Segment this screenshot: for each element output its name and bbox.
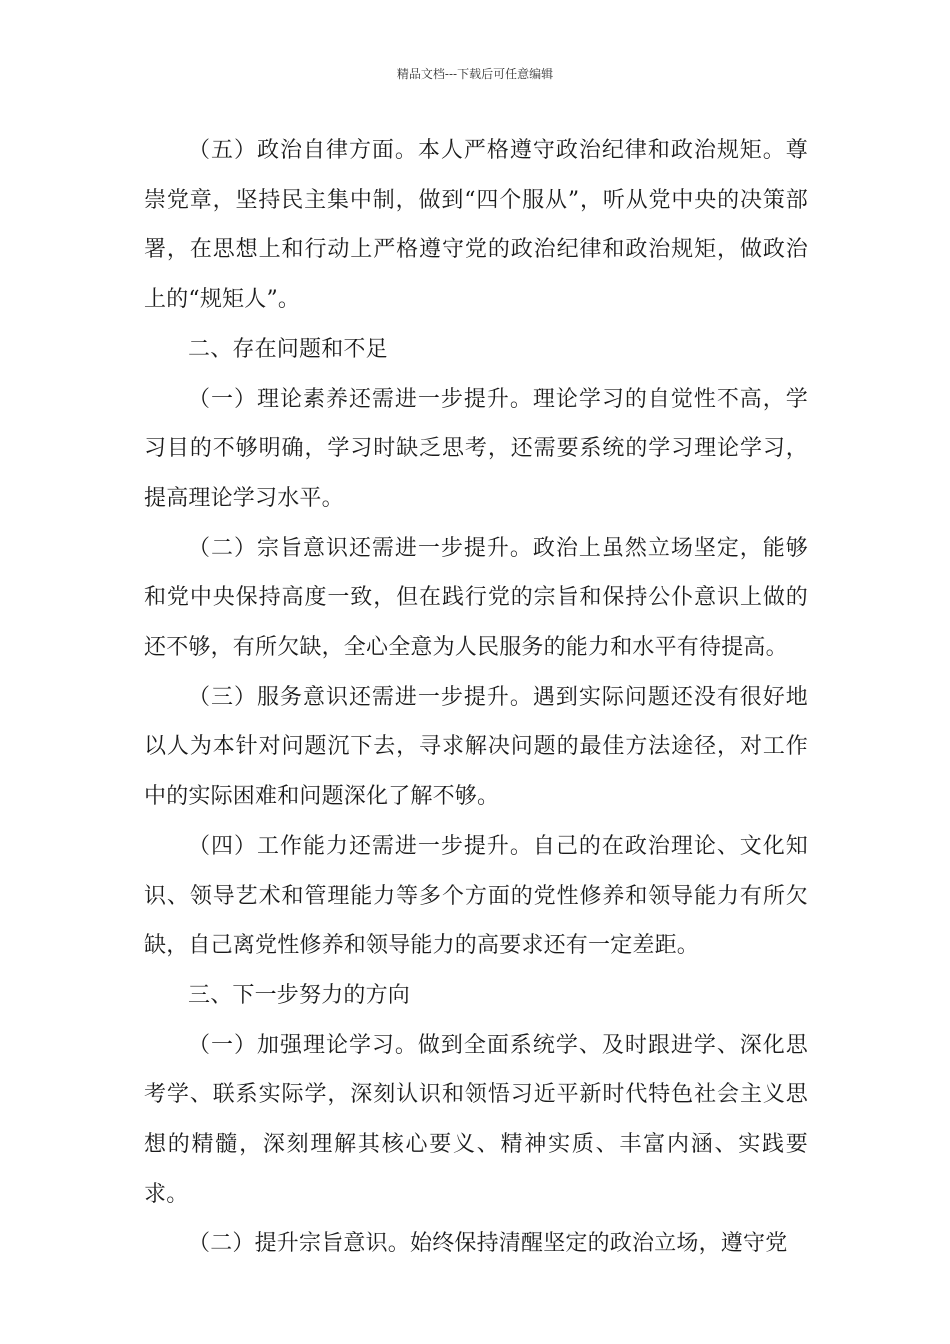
document-body <box>144 126 808 1269</box>
paragraph-service-awareness: （三）服务意识还需进一步提升。遇到实际问题还没有很好地以人为本针对问题沉下去，寻求解决问题的最佳方法途径，对工作中的实际困难和问题深化了解不够。 <box>144 684 808 810</box>
page-header: 精品文档---下载后可任意编辑 <box>396 67 554 81</box>
paragraph-strengthen-theory: （一）加强理论学习。做到全面系统学、及时跟进学、深化思考学、联系实际学，深刻认识和领悟习近平新时代特色社会主义思想的精髓，深刻理解其核心要义、精神实质、丰富内涵、实践要求。 <box>144 1032 808 1207</box>
section-heading-next-steps: 三、下一步努力的方向 <box>188 982 411 1008</box>
paragraph-improve-purpose: （二）提升宗旨意识。始终保持清醒坚定的政治立场，遵守党 <box>188 1231 788 1257</box>
section-heading-problems: 二、存在问题和不足 <box>188 336 388 362</box>
paragraph-political-discipline: （五）政治自律方面。本人严格遵守政治纪律和政治规矩。尊崇党章，坚持民主集中制，做到“四个服从”，听从党中央的决策部署，在思想上和行动上严格遵守党的政治纪律和政治规矩，做政治上的“规矩人”。 <box>144 138 808 313</box>
paragraph-work-ability: （四）工作能力还需进一步提升。自己的在政治理论、文化知识、领导艺术和管理能力等多个方面的党性修养和领导能力有所欠缺，自己离党性修养和领导能力的高要求还有一定差距。 <box>144 833 808 959</box>
paragraph-purpose-awareness: （二）宗旨意识还需进一步提升。政治上虽然立场坚定，能够和党中央保持高度一致，但在践行党的宗旨和保持公仆意识上做的还不够，有所欠缺，全心全意为人民服务的能力和水平有待提高。 <box>144 535 808 661</box>
paragraph-theory-literacy: （一）理论素养还需进一步提升。理论学习的自觉性不高，学习目的不够明确，学习时缺乏思考，还需要系统的学习理论学习，提高理论学习水平。 <box>144 386 808 511</box>
